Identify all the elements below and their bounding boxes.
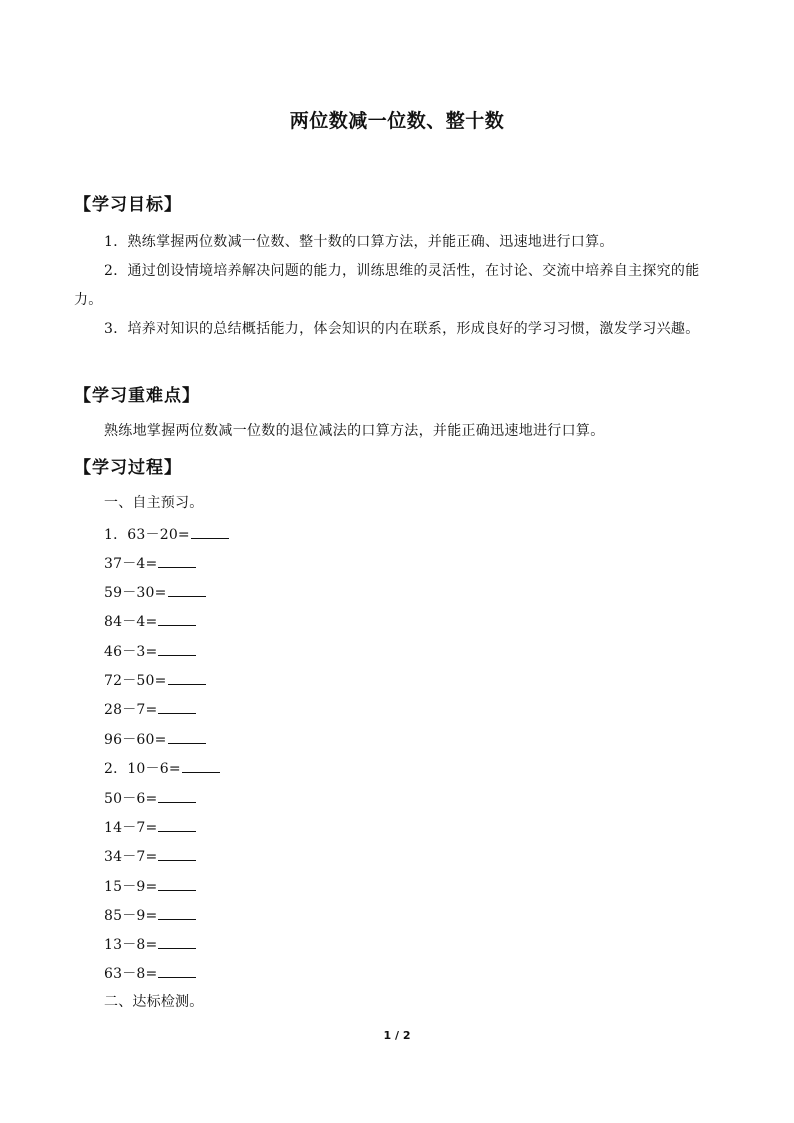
answer-blank[interactable]	[191, 524, 229, 539]
exercise-item: 28－7=	[104, 699, 196, 720]
exercise-item: 14－7=	[104, 817, 196, 838]
answer-blank[interactable]	[158, 876, 196, 891]
exercise-item: 72－50=	[104, 670, 206, 691]
key-points-text: 熟练地掌握两位数减一位数的退位减法的口算方法，并能正确迅速地进行口算。	[104, 423, 605, 439]
page-number: 1 / 2	[383, 1029, 411, 1042]
answer-blank[interactable]	[158, 963, 196, 978]
goal-item-2: 2．通过创设情境培养解决问题的能力，训练思维的灵活性，在讨论、交流中培养自主探究的能力。	[74, 263, 700, 308]
document-title: 两位数减一位数、整十数	[289, 110, 505, 132]
exercise-item: 63－8=	[104, 963, 196, 984]
answer-blank[interactable]	[158, 817, 196, 832]
answer-blank[interactable]	[158, 641, 196, 656]
answer-blank[interactable]	[158, 846, 196, 861]
answer-blank[interactable]	[168, 582, 206, 597]
goal-item-1: 1．熟练掌握两位数减一位数、整十数的口算方法，并能正确、迅速地进行口算。	[104, 234, 614, 250]
exercise-item: 84－4=	[104, 611, 196, 632]
exercise-item: 85－9=	[104, 905, 196, 926]
goal-item-3: 3．培养对知识的总结概括能力，体会知识的内在联系，形成良好的学习习惯，激发学习兴趣。	[104, 321, 700, 337]
part1-title: 一、自主预习。	[104, 495, 204, 511]
answer-blank[interactable]	[168, 729, 206, 744]
exercise-item: 34－7=	[104, 846, 196, 867]
exercise-item: 13－8=	[104, 934, 196, 955]
exercise-item: 50－6=	[104, 788, 196, 809]
answer-blank[interactable]	[158, 905, 196, 920]
exercise-item: 2．10－6=	[104, 758, 220, 779]
exercise-item: 1．63－20=	[104, 524, 229, 545]
answer-blank[interactable]	[158, 934, 196, 949]
answer-blank[interactable]	[182, 758, 220, 773]
goals-heading: 【学习目标】	[74, 195, 182, 215]
exercise-item: 37－4=	[104, 553, 196, 574]
answer-blank[interactable]	[158, 788, 196, 803]
exercise-item: 96－60=	[104, 729, 206, 750]
exercise-item: 15－9=	[104, 876, 196, 897]
answer-blank[interactable]	[168, 670, 206, 685]
part2-title: 二、达标检测。	[104, 994, 204, 1010]
exercise-item: 59－30=	[104, 582, 206, 603]
process-heading: 【学习过程】	[74, 458, 182, 478]
answer-blank[interactable]	[158, 553, 196, 568]
answer-blank[interactable]	[158, 611, 196, 626]
key-points-heading: 【学习重难点】	[74, 386, 200, 406]
answer-blank[interactable]	[158, 699, 196, 714]
exercise-item: 46－3=	[104, 641, 196, 662]
